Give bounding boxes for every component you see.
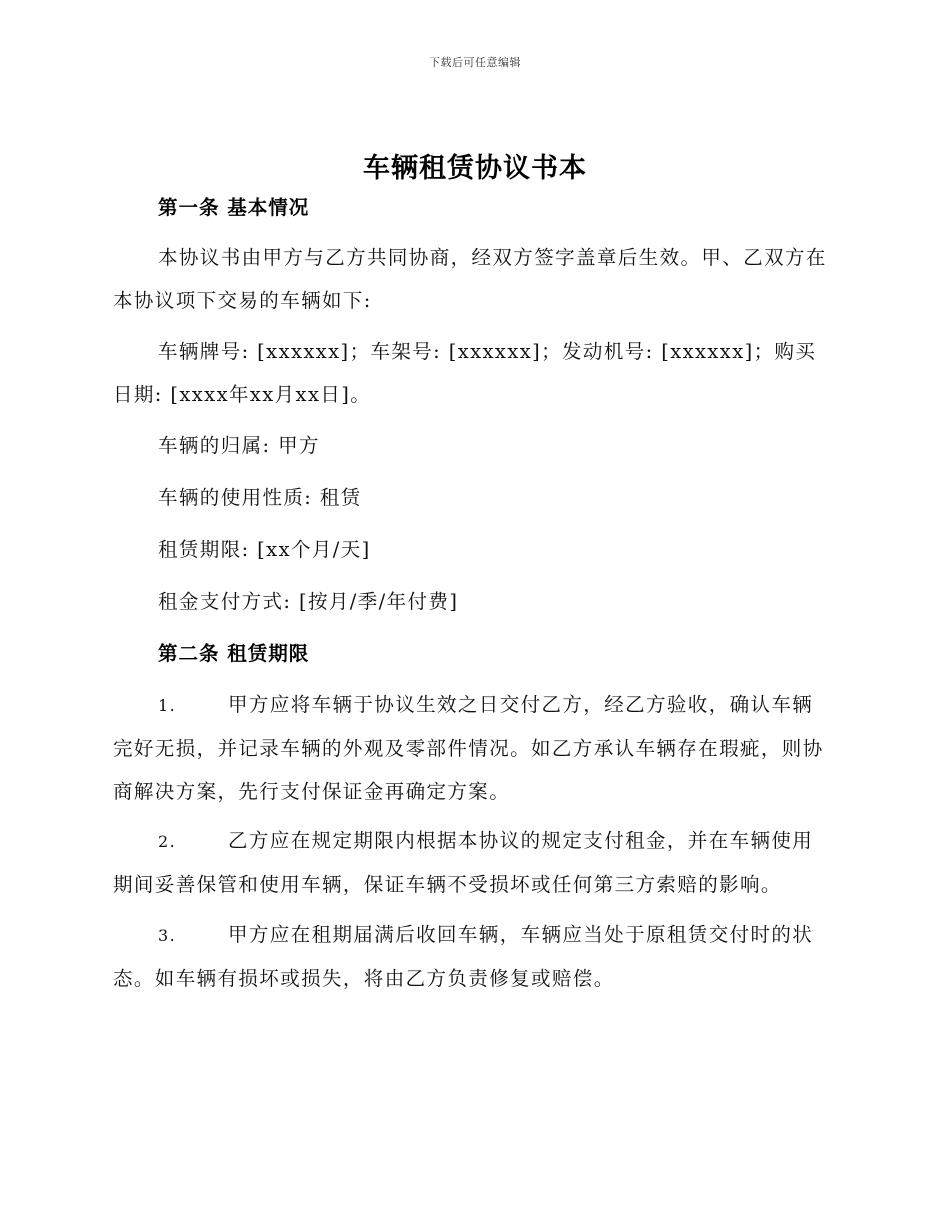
section-2-item-1: [113, 683, 833, 813]
payment-line: 租金支付方式: [按月/季/年付费]: [158, 590, 459, 613]
ownership-block: [113, 424, 833, 467]
section-1-heading: 第一条 基本情况: [158, 196, 310, 219]
numbered-item: [113, 913, 833, 1000]
ownership-line: 车辆的归属: 甲方: [158, 434, 320, 457]
section-2-heading: 第二条 租赁期限: [158, 642, 310, 665]
section-1-intro: [113, 236, 833, 322]
intro-paragraph: 本协议书由甲方与乙方共同协商，经双方签字盖章后生效。甲、乙双方在本协议项下交易的车辆如下:: [113, 246, 827, 312]
vehicle-info-paragraph: 车辆牌号: [xxxxxx]；车架号: [xxxxxx]；发动机号: [xxxxxx]；购买日期: [xxxx年xx月xx日]。: [113, 340, 817, 406]
section-2-item-2: [113, 819, 833, 906]
item-number: 2.: [158, 832, 177, 851]
section-2-item-3: [113, 913, 833, 1000]
item-number: 1.: [158, 696, 177, 715]
term-line: 租赁期限: [xx个月/天]: [158, 538, 371, 561]
payment-block: [113, 580, 833, 623]
numbered-item: [113, 819, 833, 906]
term-block: [113, 528, 833, 571]
usage-line: 车辆的使用性质: 租赁: [158, 486, 362, 509]
vehicle-info-block: [113, 330, 833, 416]
usage-block: [113, 476, 833, 519]
document-title: 车辆租赁协议书本: [363, 153, 587, 184]
numbered-item: [113, 683, 833, 813]
header-note: 下载后可任意编辑: [429, 56, 521, 69]
item-text: 乙方应在规定期限内根据本协议的规定支付租金，并在车辆使用期间妥善保管和使用车辆，保证车辆不受损坏或任何第三方索赔的影响。: [113, 829, 814, 896]
item-text: 甲方应将车辆于协议生效之日交付乙方，经乙方验收，确认车辆完好无损，并记录车辆的外观及零部件情况。如乙方承认车辆存在瑕疵，则协商解决方案，先行支付保证金再确定方案。: [113, 693, 824, 803]
item-text: 甲方应在租期届满后收回车辆，车辆应当处于原租赁交付时的状态。如车辆有损坏或损失，将由乙方负责修复或赔偿。: [113, 923, 814, 990]
item-number: 3.: [158, 926, 177, 945]
